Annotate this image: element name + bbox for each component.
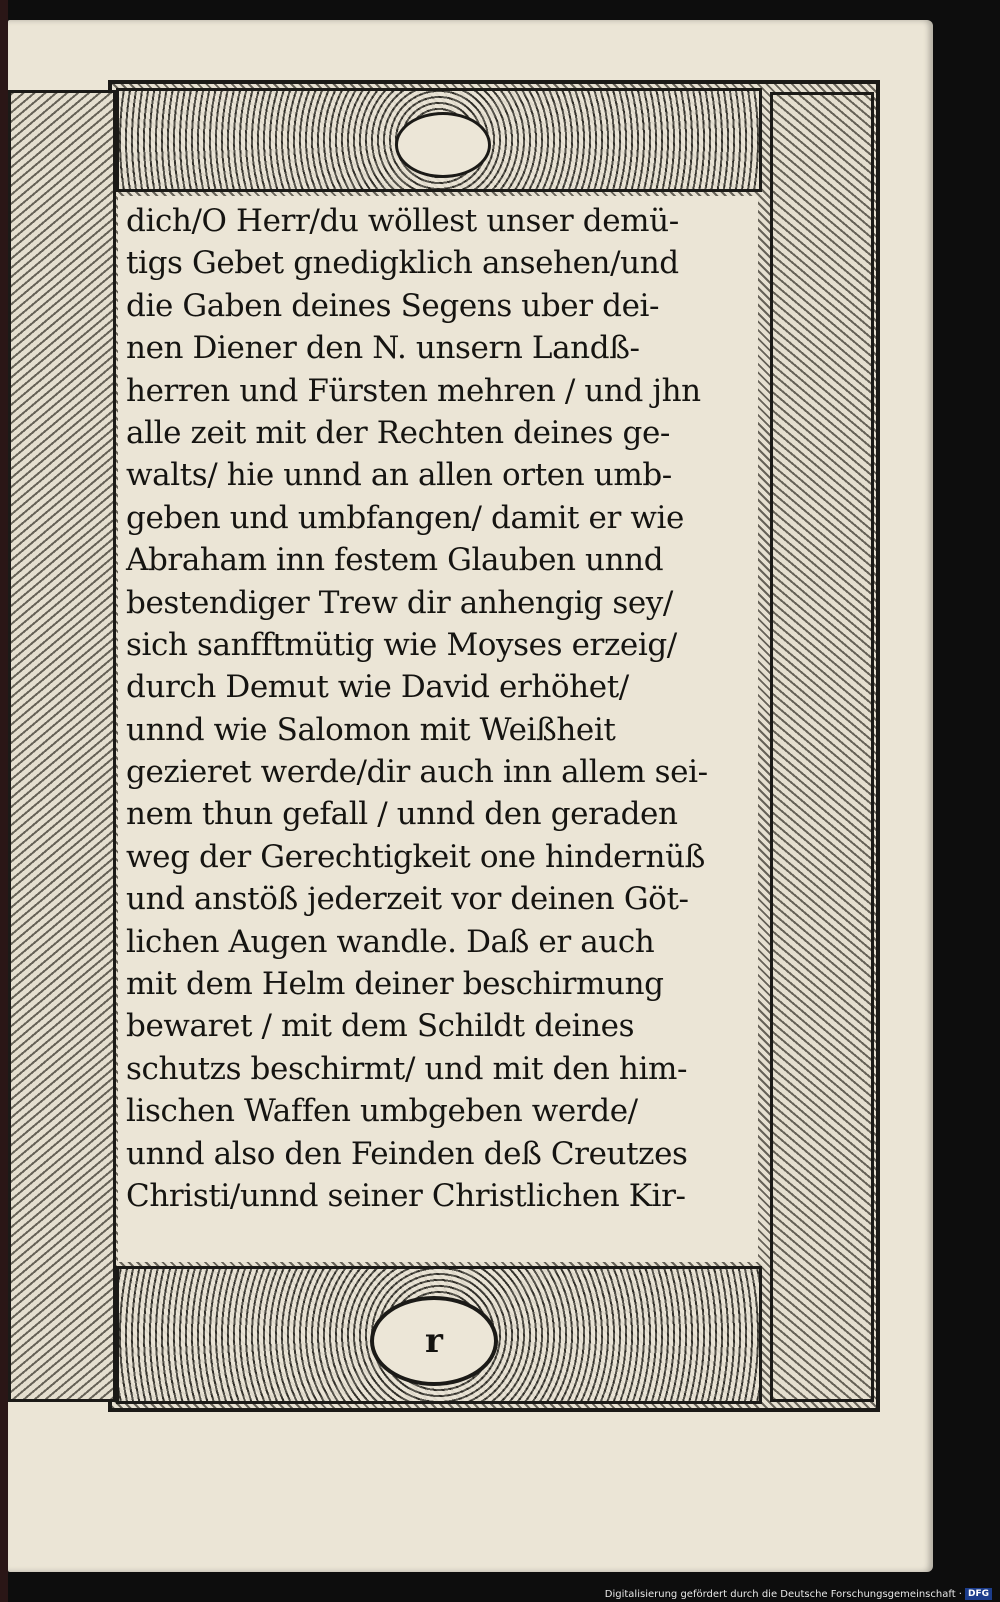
text-line: und anstöß jederzeit vor deinen Göt- <box>126 881 689 918</box>
text-line: durch Demut wie David erhöhet/ <box>126 669 629 706</box>
text-line: sich sanfftmütig wie Moyses erzeig/ <box>126 626 677 663</box>
text-line: geben und umbfangen/ damit er wie <box>126 499 684 536</box>
text-line: walts/ hie unnd an allen orten umb- <box>126 457 672 494</box>
signature-mark: r <box>425 1321 443 1361</box>
bottom-cartouche <box>370 1296 498 1386</box>
left-border-figure <box>8 90 116 1402</box>
text-line: gezieret werde/dir auch inn allem sei- <box>126 754 708 791</box>
text-line: die Gaben deines Segens uber dei- <box>126 287 660 324</box>
text-line: bestendiger Trew dir anhengig sey/ <box>126 584 673 621</box>
text-line: nem thun gefall / unnd den geraden <box>126 796 678 833</box>
text-line: alle zeit mit der Rechten deines ge- <box>126 414 670 451</box>
text-line: Abraham inn festem Glauben unnd <box>126 542 664 579</box>
text-line: bewaret / mit dem Schildt deines <box>126 1008 635 1045</box>
text-line: nen Diener den N. unsern Landß- <box>126 330 640 367</box>
text-line: tigs Gebet gnedigklich ansehen/und <box>126 245 679 282</box>
dfg-logo: DFG <box>965 1588 992 1600</box>
top-cartouche <box>395 112 491 178</box>
text-line: unnd also den Feinden deß Creutzes <box>126 1135 688 1172</box>
text-block <box>118 196 758 1262</box>
text-line: weg der Gerechtigkeit one hindernüß <box>126 838 705 875</box>
text-line: mit dem Helm deiner beschirmung <box>126 966 664 1003</box>
text-line: unnd wie Salomon mit Weißheit <box>126 711 616 748</box>
right-border-figure <box>770 92 874 1402</box>
footer <box>605 1588 992 1600</box>
text-line: lischen Waffen umbgeben werde/ <box>126 1093 638 1130</box>
text-line: schutzs beschirmt/ und mit den him- <box>126 1050 688 1087</box>
text-line: Christi/unnd seiner Christlichen Kir- <box>126 1177 686 1214</box>
text-line: dich/O Herr/du wöllest unser demü- <box>126 203 679 239</box>
book-spine <box>0 0 8 1602</box>
footer-text: Digitalisierung gefördert durch die Deutsche Forschungsgemeinschaft · <box>604 1588 962 1600</box>
text-line: herren und Fürsten mehren / und jhn <box>126 372 701 409</box>
text-line: lichen Augen wandle. Daß er auch <box>126 923 655 960</box>
